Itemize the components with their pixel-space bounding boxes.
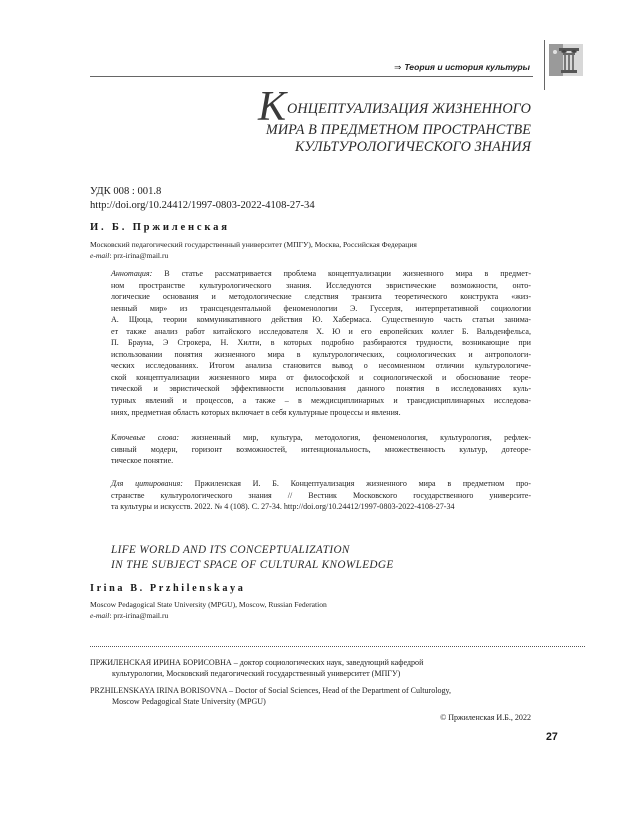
keywords-line: тическое понятие. [111, 456, 174, 466]
article-title [160, 84, 531, 156]
abstract-line: ненный мир» из трансцендентальной феноменологии Э. Гуссерля, интерпретативной социологии [111, 303, 531, 313]
abstract-line: логические основания и методологические следствия транзита теоретического конструкта «жиз- [111, 292, 531, 302]
english-email-address[interactable]: : prz-irina@mail.ru [109, 611, 169, 620]
author-email [90, 250, 168, 261]
keywords-line: Ключевые слова: жизненный мир, культура, методология, феноменология, культурология, рефлек- [111, 433, 531, 442]
title-line-3: КУЛЬТУРОЛОГИЧЕСКОГО ЗНАНИЯ [294, 139, 531, 155]
english-author-name: Irina B. Przhilenskaya [90, 583, 246, 594]
header-rule [90, 76, 533, 77]
author-affiliation: Московский педагогический государственный университет (МПГУ), Москва, Российская Федерация [90, 240, 417, 249]
english-email-label: e-mail [90, 611, 110, 620]
abstract [111, 268, 531, 418]
bio-en [90, 685, 532, 708]
keywords-label: Ключевые слова: [111, 433, 180, 442]
citation-line: странстве культурологического знания // Вестник Московского государственного университе- [111, 490, 531, 500]
keywords-line: сивный модерн, горизонт возможностей, интенциональность, множественность культур, дотеоре- [111, 444, 531, 454]
abstract-line: А. Щюца, теории коммуникативного действия Ю. Хабермаса. Существенную часть статьи занима- [111, 315, 531, 325]
footnote-divider [90, 646, 585, 647]
bio-ru-line-2: культурологии, Московский педагогический государственный университет (МПГУ) [112, 669, 401, 679]
bio-en-line-2: Moscow Pedagogical State University (MPGU) [112, 697, 266, 707]
english-title-line-2: IN THE SUBJECT SPACE OF CULTURAL KNOWLEDGE [111, 559, 394, 571]
bio-ru-line-1: ПРЖИЛЕНСКАЯ ИРИНА БОРИСОВНА – доктор социологических наук, заведующий кафедрой [90, 658, 424, 667]
bio-ru [90, 657, 532, 680]
english-email [90, 610, 168, 621]
copyright: © Пржиленская И.Б., 2022 [440, 713, 531, 722]
header-vertical-rule [544, 40, 545, 90]
abstract-line: Аннотация: В статье рассматривается проблема концептуализации жизненного мира в предмет- [111, 269, 531, 278]
abstract-line: ном пространстве культурологического знания. Исследуются эвристические возможности, онто- [111, 280, 531, 290]
rubric-arrow-icon: ⇒ [394, 62, 402, 72]
abstract-label: Аннотация: [111, 269, 153, 278]
abstract-line: тической и эвристической эффективности использования данного понятия в исследованиях куль- [111, 384, 531, 394]
doi-link[interactable]: http://doi.org/10.24412/1997-0803-2022-4108-27-34 [90, 200, 315, 211]
bio-en-line-1: PRZHILENSKAYA IRINA BORISOVNA – Doctor of Social Sciences, Head of the Department of Culturology, [90, 686, 452, 695]
citation [111, 478, 531, 513]
page-number: 27 [546, 731, 558, 743]
citation-label: Для цитирования: [111, 479, 183, 488]
email-address[interactable]: : prz-irina@mail.ru [109, 251, 169, 260]
abstract-line: П. Брауна, Э Строкера, Н. Хилти, в которых подробно разбираются трудности, возникающие при [111, 338, 531, 348]
citation-line: Для цитирования: Пржиленская И. Б. Концептуализация жизненного мира в предметном про- [111, 479, 531, 488]
title-line-2: МИРА В ПРЕДМЕТНОМ ПРОСТРАНСТВЕ [265, 122, 531, 138]
abstract-line: ниях, предметная область которых включает в себя культурные процессы и явления. [111, 407, 401, 417]
abstract-line: ской концептуализации жизненного мира от философской и социологической и обоснование теоре- [111, 372, 531, 382]
citation-line: та культуры и искусств. 2022. № 4 (108). С. 27-34. http://doi.org/10.24412/1997-0803-2022-4108-27-34 [111, 502, 455, 512]
title-line-1: ОНЦЕПТУАЛИЗАЦИЯ ЖИЗНЕННОГО [287, 101, 531, 117]
title-dropcap: К [258, 84, 287, 130]
abstract-line: ет также анализ работ китайского исследователя Х. Ю и его европейских коллег Б. Вальденфельса, [111, 326, 531, 336]
abstract-line: использовании понятия жизненного мира в культурологических, социологических и антропологи- [111, 349, 531, 359]
abstract-line: турных явлений и процессов, а также – в междисциплинарных и трансдисциплинарных исследова- [111, 396, 531, 406]
english-title [111, 543, 394, 573]
abstract-line: ческих исследованиях. Итогом анализа становится вывод о несомненном отличии культурологиче- [111, 361, 531, 371]
section-rubric [340, 62, 530, 73]
udk-code: УДК 008 : 001.8 [90, 186, 162, 197]
keywords [111, 432, 531, 467]
email-label: e-mail [90, 251, 110, 260]
rubric-label: Теория и история культуры [404, 62, 530, 72]
english-affiliation: Moscow Pedagogical State University (MPGU), Moscow, Russian Federation [90, 600, 327, 609]
author-name: И. Б. Пржиленская [90, 222, 230, 233]
journal-column-logo-icon [549, 44, 583, 76]
english-title-line-1: LIFE WORLD AND ITS CONCEPTUALIZATION [111, 544, 350, 556]
